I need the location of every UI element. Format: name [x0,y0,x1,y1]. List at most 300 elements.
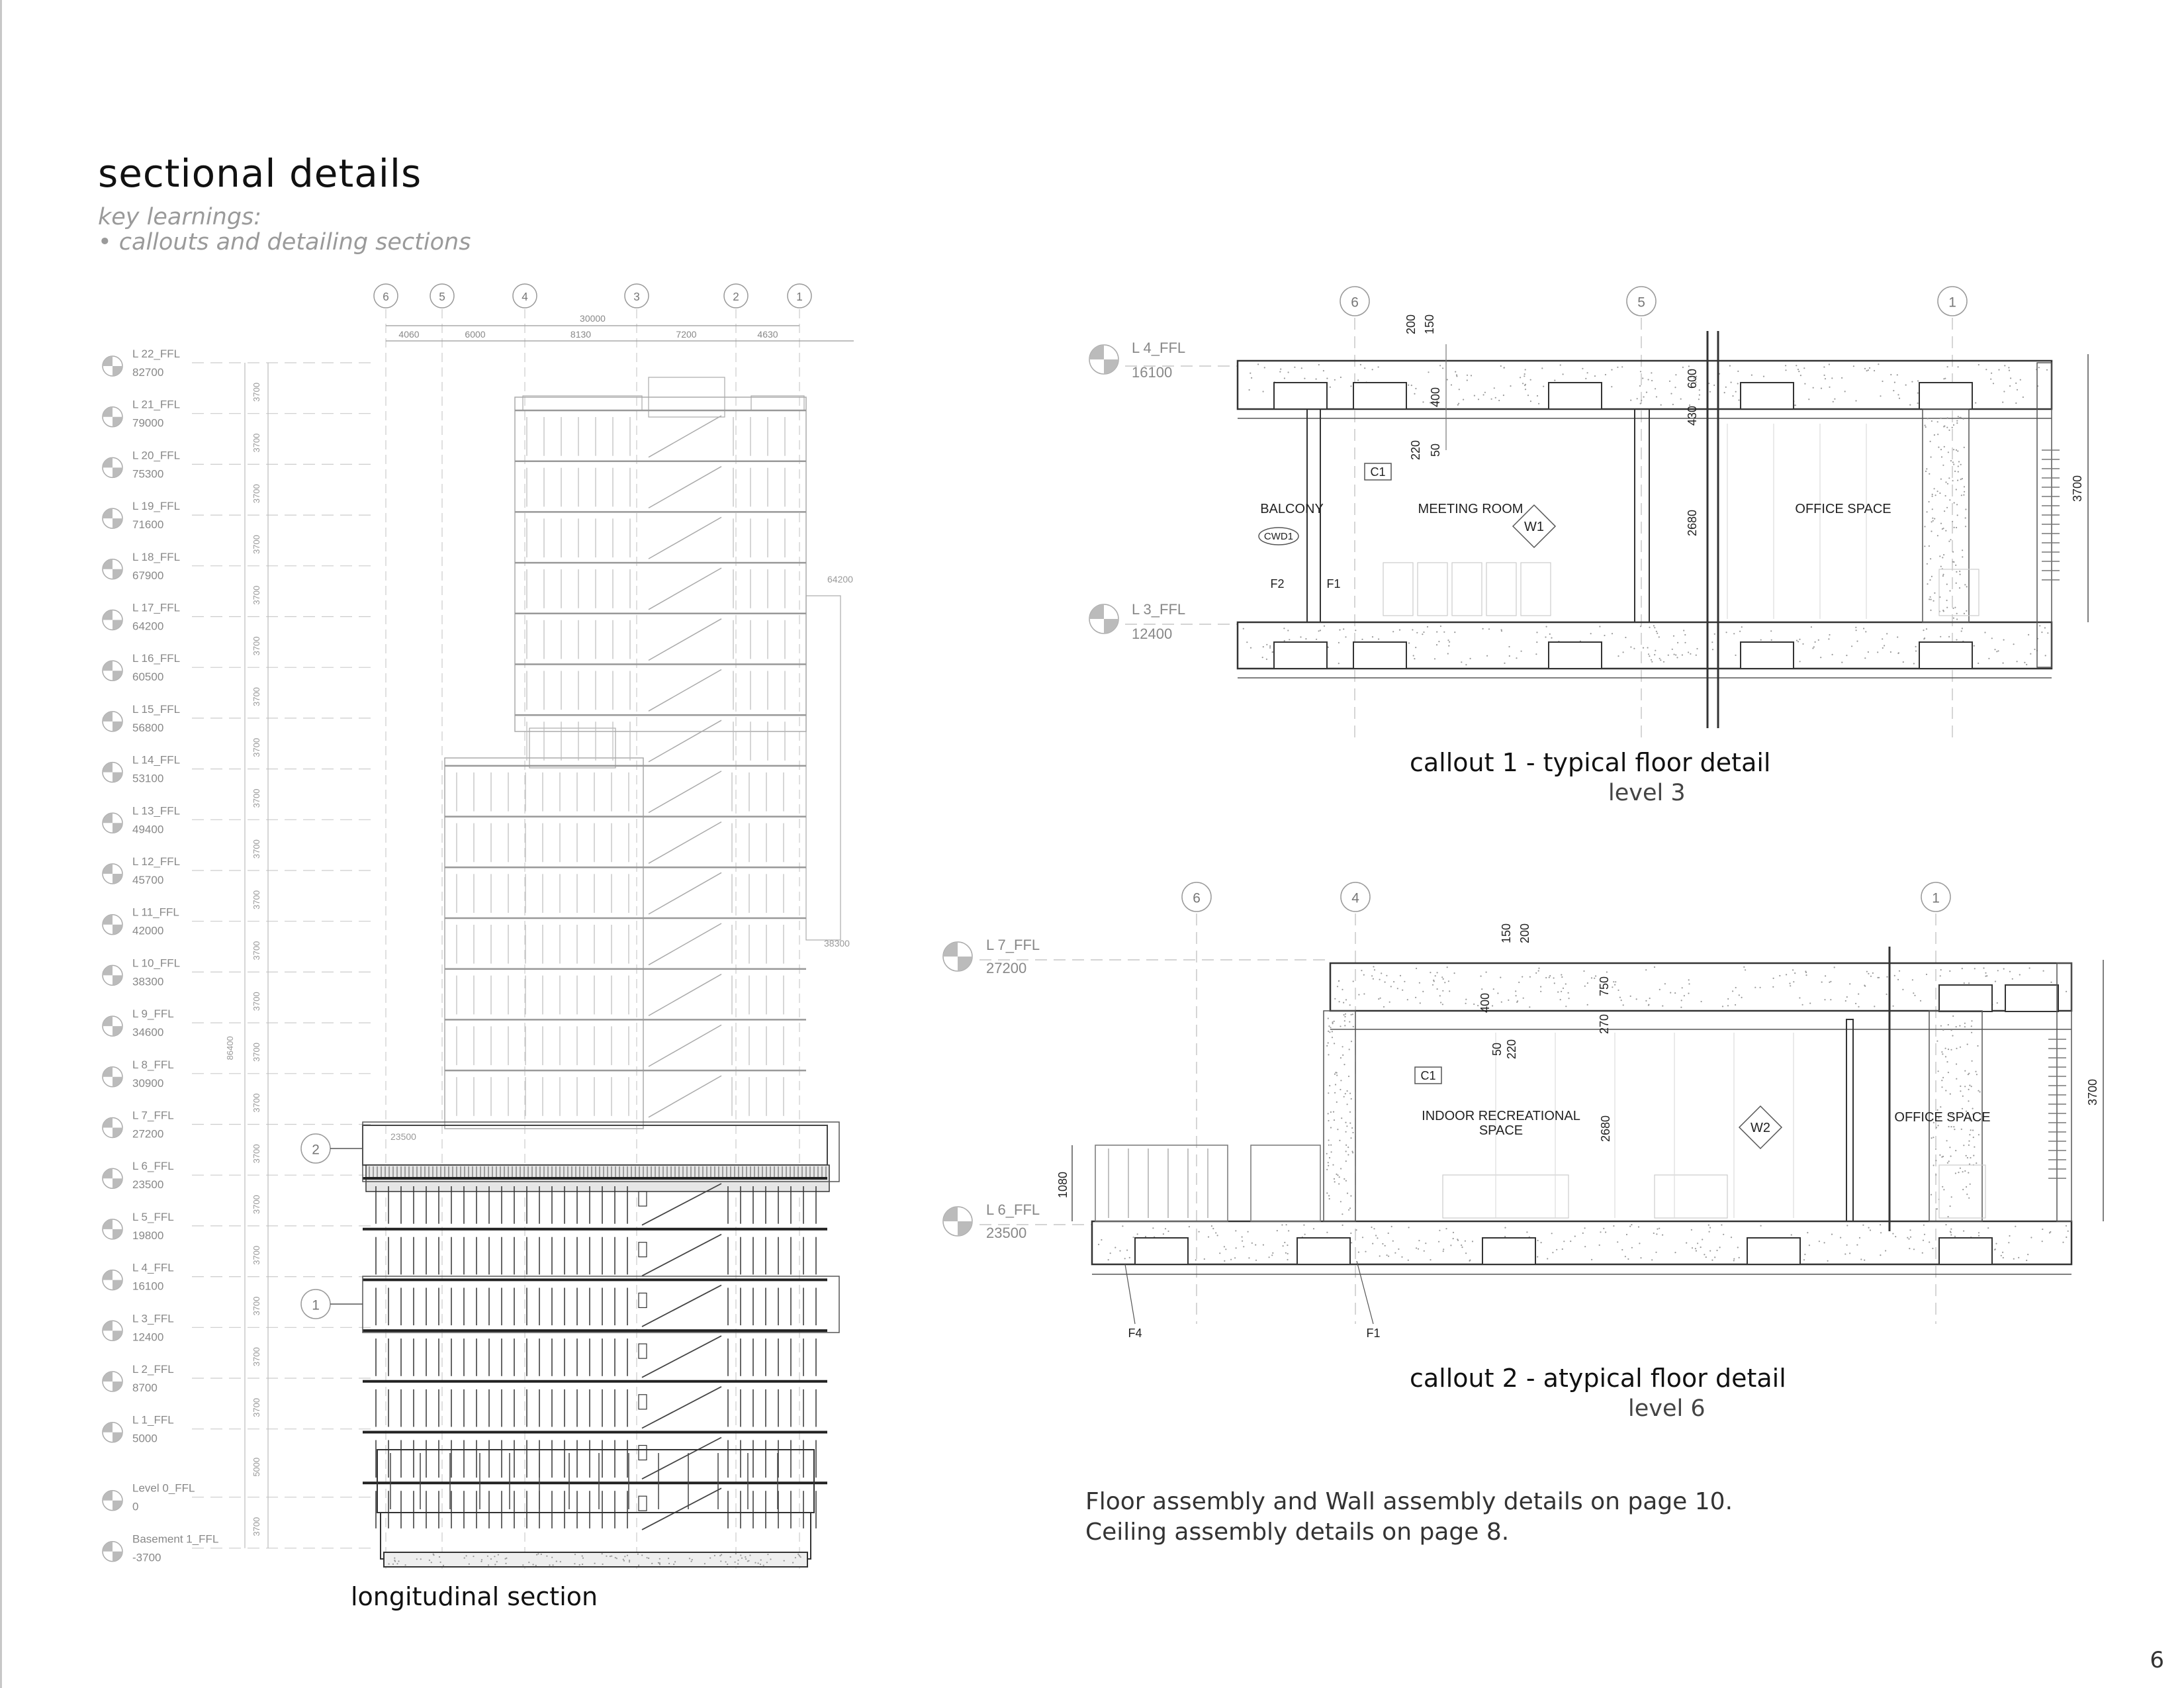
c2-core-hatch-dot [1973,1137,1974,1138]
c1-slab-hatch-dot [1651,661,1653,663]
c2-slab-top-hatch-dot [1437,988,1438,990]
c1-slab-hatch-dot [1917,393,1919,394]
ls-level-marker-q2 [113,1382,122,1391]
c2-slab-bottom-hatch-dot [1704,1254,1705,1255]
c2-core-hatch-dot [1950,1126,1952,1127]
c1-tag-wall-text: W1 [1524,520,1544,534]
c2-exterior-wall-hatch-dot [1334,1043,1335,1044]
c1-core-hatch-dot [1956,583,1957,584]
ls-foundation-hatch-dot [725,1561,727,1562]
c1-tag-floor-f1: F1 [1326,577,1341,590]
c2-dim-750: 750 [1598,976,1611,997]
c1-core-hatch-dot [1940,566,1942,567]
ls-level-marker [103,1016,122,1036]
c2-slab-bottom-hatch-dot [1416,1247,1417,1248]
c1-slab-hatch-dot [1943,378,1944,379]
c1-slab-hatch-dot [1637,398,1638,399]
c1-slab-hatch-dot [1962,628,1963,629]
ls-core-door [639,1243,647,1257]
ls-floor-dim: 3700 [251,382,261,402]
ls-foundation-hatch-dot [388,1564,390,1565]
c2-slab-top-hatch-dot [1334,998,1336,1000]
c2-slab-top-hatch-dot [1345,999,1347,1000]
c2-slab-top-hatch-dot [1432,984,1433,986]
c2-slab-bottom-hatch-dot [1627,1258,1629,1260]
c1-core-hatch-dot [1940,523,1942,524]
c2-core-hatch-dot [1968,1145,1970,1146]
c1-room-balcony: BALCONY [1260,502,1324,516]
c2-slab-bottom-hatch-dot [1281,1224,1283,1225]
c1-tag-curtain-wall-text: CWD1 [1263,531,1294,542]
ls-floor-dim: 3700 [251,1144,261,1164]
c1-chair [1418,563,1447,616]
ls-spot-elev-mid: 38300 [824,938,850,949]
c2-slab-top-hatch-dot [1684,995,1685,996]
c1-slab-hatch-dot [1456,375,1457,377]
c2-slab-top-hatch-dot [2050,982,2052,983]
c1-core-hatch-dot [1933,600,1934,602]
ls-level-marker-q1 [103,763,113,773]
c2-core-hatch-dot [1940,1025,1942,1027]
ls-level-marker [103,407,122,427]
c2-slab-top-hatch-dot [1845,1000,1846,1002]
c2-slab-bottom-hatch-dot [1696,1250,1697,1252]
c2-core-hatch-dot [1948,1072,1949,1073]
ls-level-name: L 16_FFL [132,652,181,665]
c2-exterior-wall-hatch-dot [1334,1181,1336,1182]
c1-chair [1452,563,1482,616]
c2-core-hatch-dot [1977,1045,1978,1047]
c2-core-hatch-dot [1962,1108,1963,1109]
c1-tag-floor-f2: F2 [1270,577,1285,590]
ls-core-door [639,1496,647,1511]
ls-foundation-hatch-dot [396,1563,398,1564]
ls-level-marker-q2 [113,518,122,528]
c2-slab-top-hatch-dot [1940,975,1941,976]
c2-slab-top-hatch-dot [1701,1001,1702,1002]
c1-slab-hatch-dot [2024,662,2025,663]
c1-slab-hatch-dot [1823,366,1825,367]
c2-slab-bottom-hatch-dot [1326,1232,1328,1233]
c2-core-hatch-dot [1935,1174,1936,1176]
ls-spot-elev-podium: 23500 [390,1131,416,1142]
ls-foundation-hatch-dot [689,1558,690,1559]
c2-slab-bottom-hatch-dot [2009,1235,2010,1237]
c2-slab-bottom-hatch-dot [1098,1244,1099,1245]
ls-foundation-hatch-dot [429,1560,430,1561]
c2-slab-top-hatch-dot [1829,982,1830,983]
c1-slab-hatch-dot [2034,649,2035,650]
c1-core-hatch-dot [1944,510,1945,512]
ls-level-name: L 19_FFL [132,500,181,513]
c1-slab-hatch-dot [2045,655,2046,656]
c1-core-hatch-dot [1956,527,1957,528]
c2-slab-top-hatch-dot [1587,982,1588,984]
c1-slab-hatch-dot [1733,633,1735,634]
c2-core-hatch-dot [1956,1078,1957,1080]
c1-slab-hatch-dot [1654,654,1655,655]
c1-level-top-name: L 4_FFL [1132,340,1186,356]
ls-level-marker [103,915,122,935]
c2-slab-bottom-hatch-dot [1987,1227,1989,1229]
c2-exterior-wall-hatch-dot [1330,1145,1332,1146]
c2-slab-bottom-hatch-dot [2049,1232,2050,1233]
ls-foundation-hatch-dot [616,1558,617,1559]
c1-slab-hatch-dot [1797,369,1799,370]
ls-grid-bubble-5-label: 5 [439,290,445,303]
c1-core-hatch-dot [1931,456,1932,457]
c1-slab-hatch-dot [1997,650,1999,651]
c1-core-hatch-dot [1941,456,1942,457]
c2-core-hatch-dot [1968,1141,1970,1142]
ls-level-marker [103,1270,122,1290]
c2-exterior-wall-hatch-dot [1349,1123,1351,1124]
c1-core-hatch-dot [1930,596,1931,598]
c2-tag-wall-text: W2 [1751,1121,1770,1135]
c2-slab-top-hatch-dot [1754,987,1756,988]
ls-level-name: L 5_FFL [132,1210,174,1223]
c2-core-hatch-dot [1948,1024,1949,1025]
ls-floor-dim: 3700 [251,1347,261,1367]
c1-slab-hatch-dot [1504,663,1505,664]
c2-exterior-wall-hatch-dot [1334,1021,1335,1022]
c1-slab-hatch-dot [1824,375,1825,376]
c1-core-hatch-dot [1929,545,1930,547]
c2-slab-bottom-hatch-dot [1659,1228,1660,1229]
c2-slab-top-hatch-dot [1363,974,1365,976]
c2-slab-bottom-hatch-dot [1145,1236,1146,1237]
c2-slab-top-hatch-dot [1630,996,1631,997]
c2-slab-top-hatch-dot [1968,982,1970,984]
c1-slab-hatch-dot [1415,647,1416,648]
c1-slab-hatch-dot [1696,648,1698,649]
c2-slab-bottom-hatch-dot [1504,1236,1506,1237]
c1-slab-hatch-dot [1536,632,1537,633]
c1-slab-hatch-dot [1991,373,1992,374]
c1-slab-hatch-dot [1680,399,1682,400]
c1-slab-hatch-dot [1587,372,1588,373]
ls-foundation-hatch-dot [754,1562,756,1564]
c2-slab-bottom-hatch-dot [1626,1234,1627,1235]
c1-slab-hatch-dot [2017,661,2018,662]
c2-slab-top-hatch-dot [1886,976,1888,978]
c1-core-hatch-dot [1934,488,1935,489]
c2-partition-w2 [1846,1019,1853,1221]
c2-slab-top-hatch-dot [1549,975,1551,976]
ls-level-elev: 12400 [132,1331,164,1344]
c1-core-hatch-dot [1958,465,1959,467]
c1-slab-hatch-dot [1803,367,1805,369]
c2-exterior-wall-hatch-dot [1337,1174,1338,1176]
c1-slab-hatch-dot [1990,379,1991,380]
c1-slab-hatch-dot [1470,658,1471,659]
c1-slab-hatch-dot [1323,370,1324,371]
ls-foundation-hatch-dot [624,1556,625,1557]
c2-core-hatch-dot [1972,1108,1974,1109]
c2-grid-bubble-4-label: 4 [1351,890,1359,906]
c1-slab-hatch-dot [1975,402,1976,404]
c2-exterior-wall-hatch-dot [1328,1120,1329,1121]
c2-beam-drop-bottom [1297,1238,1350,1264]
c1-core-hatch-dot [1942,575,1944,577]
c1-level-marker-bottom [1089,604,1118,633]
c2-slab-bottom-hatch-dot [1711,1260,1713,1261]
ls-foundation-hatch-dot [735,1562,736,1563]
c1-slab-hatch-dot [2013,643,2015,645]
c2-slab-bottom-hatch-dot [1443,1250,1444,1252]
c2-slab-bottom-hatch-dot [1373,1228,1375,1229]
c2-exterior-wall-hatch-dot [1337,1129,1338,1130]
c1-slab-hatch-dot [2026,664,2027,665]
c1-slab-hatch-dot [1886,633,1888,634]
c2-slab-bottom-hatch-dot [1242,1241,1243,1242]
c1-slab-hatch-dot [1923,638,1925,639]
ls-foundation-hatch-dot [536,1554,537,1556]
c1-slab-hatch-dot [1551,637,1552,639]
ls-foundation-hatch-dot [602,1553,603,1554]
c2-core-hatch-dot [1979,1091,1981,1092]
c2-slab-bottom-hatch-dot [1692,1247,1693,1248]
c1-core-hatch-dot [1929,579,1931,581]
c1-slab-hatch-dot [1484,392,1486,393]
c1-core-hatch-dot [1927,418,1929,419]
ls-foundation-hatch-dot [473,1556,474,1557]
c2-slab-top-hatch-dot [1553,977,1555,978]
c1-slab-hatch-dot [1682,654,1683,655]
c1-slab-hatch-dot [1640,371,1641,372]
c1-slab-hatch-dot [1978,663,1979,664]
ls-level-marker [103,661,122,680]
c1-core-hatch-dot [1930,558,1931,559]
c2-slab-bottom-hatch-dot [1603,1228,1604,1229]
c1-slab-hatch-dot [1897,394,1899,395]
c2-slab-top-hatch-dot [1583,970,1584,972]
c1-core-hatch-dot [1942,574,1944,575]
ls-level-marker-q1 [103,1219,113,1229]
c1-core-hatch-dot [1953,463,1954,465]
c2-exterior-wall-hatch-dot [1328,1139,1330,1141]
ls-foundation-hatch-dot [629,1560,630,1561]
ls-foundation-hatch-dot [651,1563,653,1564]
c2-slab-top-hatch-dot [1337,986,1338,987]
c1-slab-hatch-dot [1408,385,1409,386]
c2-slab-bottom-hatch-dot [1388,1233,1389,1234]
c2-slab-bottom-hatch-dot [1225,1248,1226,1250]
c1-slab-hatch-dot [1269,647,1271,649]
c1-slab-hatch-dot [2009,370,2010,371]
c1-slab-hatch-dot [1661,404,1662,406]
c1-slab-hatch-dot [2002,402,2003,403]
ls-level-marker [103,1372,122,1391]
c1-core-hatch-dot [1929,598,1930,600]
c2-core-hatch-dot [1964,1023,1966,1024]
ls-level-name: L 18_FFL [132,550,181,563]
c2-slab-top-hatch-dot [1386,975,1387,976]
c1-core-hatch-dot [1965,517,1966,518]
c2-slab-top-hatch-dot [1385,982,1386,983]
c2-slab-top-hatch-dot [1872,972,1874,974]
ls-foundation-hatch-dot [704,1563,705,1564]
c1-slab-hatch-dot [1488,628,1490,630]
c1-slab-hatch-dot [1682,367,1684,368]
c1-slab-hatch-dot [1611,386,1612,387]
c2-slab-bottom-hatch-dot [1408,1227,1410,1228]
c1-slab-hatch-dot [1474,395,1475,397]
c1-slab-hatch-dot [1266,659,1267,660]
c2-slab-top-hatch-dot [1587,1004,1588,1006]
c2-slab-top-hatch-dot [1805,974,1807,976]
c2-slab-top-hatch-dot [1727,998,1729,1000]
c1-slab-hatch-dot [1698,399,1700,400]
c1-level-marker-top-q2 [1104,359,1118,374]
c1-slab-hatch-dot [1612,633,1613,634]
c1-slab-hatch-dot [1909,404,1911,406]
c2-slab-top-hatch-dot [1594,978,1595,979]
c1-slab-hatch-dot [1458,403,1459,404]
c2-slab-bottom-hatch-dot [1215,1232,1216,1233]
c2-core-hatch-dot [1971,1020,1972,1021]
ls-level-marker-q1 [103,1067,113,1077]
c2-slab-bottom-hatch-dot [1923,1225,1925,1226]
c1-slab-hatch-dot [1841,377,1843,379]
c2-slab-bottom-hatch-dot [1907,1237,1908,1239]
c1-slab-hatch-dot [1724,392,1725,393]
ls-level-marker-q1 [103,915,113,925]
c2-slab-bottom-hatch-dot [1638,1226,1639,1227]
c1-slab-hatch-dot [1500,365,1502,367]
ls-level-elev: 49400 [132,823,164,836]
c2-core-hatch-dot [1961,1129,1962,1130]
c1-slab-hatch-dot [1657,633,1658,634]
c2-exterior-wall-hatch-dot [1345,1150,1347,1152]
c2-slab-top-hatch-dot [1420,1002,1421,1004]
c1-slab-hatch-dot [1672,404,1674,405]
c1-slab-hatch-dot [1316,379,1317,380]
c2-slab-top-hatch-dot [1529,976,1531,978]
c2-slab-bottom-hatch [1098,1224,2069,1262]
c2-exterior-wall-hatch-dot [1330,1111,1332,1113]
c2-slab-top-hatch-dot [1849,983,1850,984]
c2-core-hatch-dot [1955,1172,1956,1174]
c2-core-hatch-dot [1971,1032,1972,1033]
c1-slab-hatch-dot [1594,375,1596,377]
c2-slab-top-hatch-dot [1549,976,1550,978]
c2-slab-bottom-hatch-dot [1438,1241,1439,1243]
c2-slab-top-hatch-dot [1886,994,1888,995]
c2-core-hatch-dot [1939,1154,1940,1156]
c2-dim-2680: 2680 [1599,1115,1612,1143]
c2-exterior-wall-hatch-dot [1328,1031,1329,1032]
c1-core-hatch-dot [1952,427,1953,428]
c2-slab-top-hatch-dot [1361,970,1362,971]
c2-exterior-wall-hatch-dot [1326,1153,1328,1154]
c1-core-hatch-dot [1939,492,1940,494]
c1-slab-hatch-dot [1651,372,1652,373]
c1-slab-hatch-dot [1415,388,1416,389]
c2-slab-bottom-hatch-dot [1625,1256,1626,1257]
ls-foundation-hatch-dot [795,1557,796,1558]
c2-slab-bottom-hatch-dot [1217,1235,1218,1236]
ls-level-name: L 9_FFL [132,1008,174,1021]
c1-slab-hatch-dot [1974,645,1975,647]
c2-tag-ceiling-text: C1 [1420,1068,1436,1082]
ls-foundation-hatch-dot [659,1558,660,1560]
c2-slab-top-hatch-dot [1560,999,1561,1000]
c2-slab-top-hatch-dot [1516,1002,1518,1003]
c2-exterior-wall-hatch-dot [1330,1127,1332,1128]
c2-slab-top-hatch-dot [1792,969,1794,970]
ls-foundation-hatch-dot [627,1555,628,1556]
c2-grid-bubble-1-label: 1 [1932,890,1940,906]
ls-level-name: L 20_FFL [132,449,181,462]
c2-slab-top-hatch-dot [1745,969,1746,970]
c2-exterior-wall-hatch-dot [1339,1176,1340,1178]
c2-slab-bottom-hatch-dot [2027,1254,2028,1255]
c2-exterior-wall-hatch-dot [1351,1127,1353,1129]
c2-slab-top-hatch-dot [1636,998,1637,1000]
c2-slab-top-hatch-dot [1518,982,1520,983]
c2-exterior-wall-hatch-dot [1332,1021,1333,1023]
c2-slab-bottom-hatch-dot [1840,1237,1841,1239]
c1-slab-hatch-dot [1412,629,1413,630]
c2-slab-bottom-hatch-dot [1235,1230,1236,1231]
c1-beam-drop [1353,383,1406,409]
c1-slab-hatch-dot [1251,377,1252,379]
c1-core-hatch-dot [1964,447,1965,448]
ls-foundation-hatch-dot [535,1565,537,1566]
c1-slab-hatch-dot [1897,636,1898,637]
c1-level-marker-top [1089,345,1118,374]
ls-foundation-hatch-dot [629,1561,630,1562]
c2-slab-bottom-hatch-dot [2030,1237,2032,1238]
c1-slab-hatch-dot [1770,630,1772,632]
c2-exterior-wall-hatch-dot [1332,1023,1334,1024]
ls-level-elev: -3700 [132,1551,161,1564]
c1-slab-hatch-dot [1537,395,1538,397]
ls-foundation-hatch-dot [606,1556,607,1557]
callout2-caption: callout 2 - atypical floor detail [1410,1364,1786,1393]
c1-tag-ceiling-text: C1 [1370,465,1386,479]
c2-slab-bottom-hatch-dot [1208,1237,1209,1238]
c1-slab-hatch-dot [1465,664,1467,665]
c2-slab-bottom-hatch-dot [1827,1260,1829,1262]
c2-core-hatch-dot [1942,1053,1943,1055]
c2-exterior-wall-hatch-dot [1334,1074,1336,1075]
ls-foundation-hatch-dot [579,1564,580,1566]
c2-slab-top-hatch-dot [1416,968,1417,969]
ls-callout-box-1 [363,1276,839,1333]
c1-core-hatch-dot [1924,526,1925,527]
c2-room-indoor-rec-1: INDOOR RECREATIONAL [1422,1109,1580,1123]
ls-level-marker [103,965,122,985]
c2-slab-bottom-hatch-dot [1804,1254,1805,1255]
c2-exterior-wall-hatch-dot [1348,1076,1349,1077]
c2-exterior-wall-hatch-dot [1334,1178,1335,1180]
c1-core-hatch-dot [1956,571,1957,573]
c1-slab-hatch-dot [1521,651,1522,652]
c1-core-hatch-dot [1961,494,1962,496]
ls-stair-flight [649,923,721,965]
c2-slab-top-hatch-dot [1565,1006,1567,1007]
c1-slab-hatch-dot [1947,366,1948,367]
c1-slab-hatch-dot [1483,394,1484,395]
c2-slab-bottom [1092,1221,2071,1264]
c1-slab-hatch-dot [1684,642,1686,643]
c1-slab-hatch-dot [1494,387,1495,389]
c2-desk [1939,1165,1985,1218]
ls-level-marker [103,813,122,833]
c1-slab-hatch-dot [1525,369,1526,370]
